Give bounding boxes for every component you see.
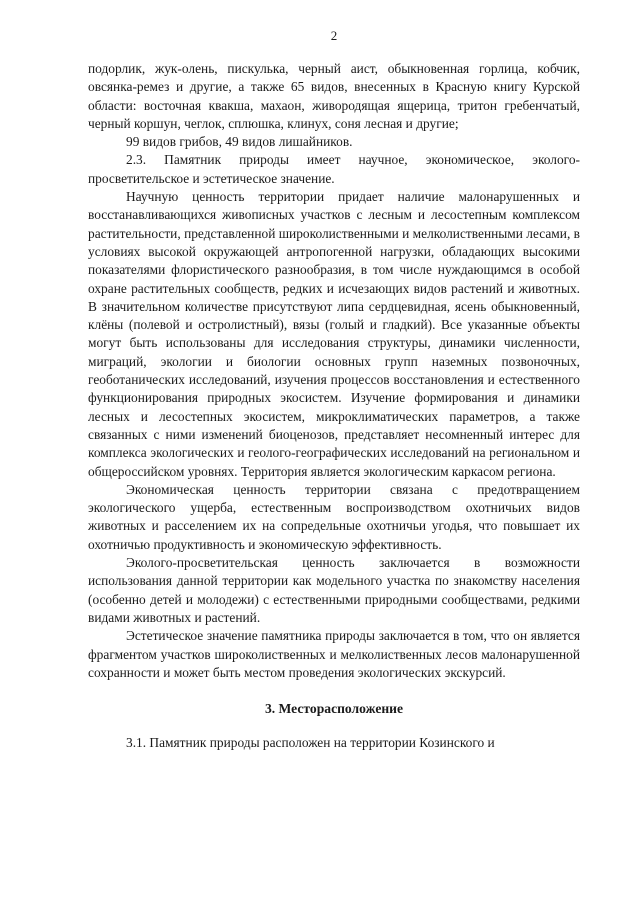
significance-paragraph: 2.3. Памятник природы имеет научное, экономическое, эколого-просветительское и эстетическое значение. — [88, 152, 580, 186]
fungi-lichens-paragraph: 99 видов грибов, 49 видов лишайников. — [126, 134, 353, 150]
document-page — [88, 28, 580, 752]
aesthetic-value-paragraph: Эстетическое значение памятника природы заключается в том, что он является фрагментом участков широколиственных и мелколиственных лесов малонарушенной сохранности и может быть местом проведения экологических экскурсий. — [88, 628, 580, 680]
location-paragraph: 3.1. Памятник природы расположен на территории Козинского и — [126, 735, 495, 751]
section-heading-location: 3. Месторасположение — [264, 701, 404, 717]
page-number: 2 — [330, 28, 338, 43]
educational-value-paragraph: Эколого-просветительская ценность заключается в возможности использования данной территории как модельного участка по знакомству населения (особенно детей и молодежи) с естественными природными сообществами, редкими видами животных и растений. — [88, 555, 580, 625]
scientific-value-paragraph: Научную ценность территории придает наличие малонарушенных и восстанавливающихся живописных участков с лесным и лесостепным комплексом растительности, представленной широколиственными и мелколиственными лесами, в условиях высокой окружающей антропогенной нагрузки, обладающих высокими показателями флористического разнообразия, в том числе нуждающимся в особой охране растительных сообществ, редких и исчезающих видов растений и животных. В значительном количестве присутствуют липа сердцевидная, ясень обыкновенный, клёны (полевой и остролистный), вязы (голый и гладкий). Все указанные объекты могут быть использованы для исследования структуры, динамики численности, миграций, экологии и биологии основных групп наземных позвоночных, геоботанических исследований, изучения процессов восстановления и естественного функционирования природных экосистем. Изучение формирования и динамики лесных и лесостепных экосистем, микроклиматических параметров, а также связанных с ними изменений биоценозов, представляет несомненный интерес для комплекса экологических и геолого-географических исследований на региональном и общероссийском уровнях. Территория является экологическим каркасом региона. — [88, 189, 580, 479]
species-list-continuation: подорлик, жук-олень, пискулька, черный аист, обыкновенная горлица, кобчик, овсянка-ремез и другие, а также 65 видов, внесенных в Красную книгу Курской области: восточная квакша, махаон, живородящая ящерица, тритон гребенчатый, черный коршун, чеглок, сплюшка, клинух, соня лесная и другие; — [88, 61, 580, 131]
economic-value-paragraph: Экономическая ценность территории связана с предотвращением экологического ущерба, естественным воспроизводством охотничьих видов животных и расселением их на сопредельные охотничьи угодья, что повышает их охотничью продуктивность и экономическую эффективность. — [88, 481, 580, 552]
